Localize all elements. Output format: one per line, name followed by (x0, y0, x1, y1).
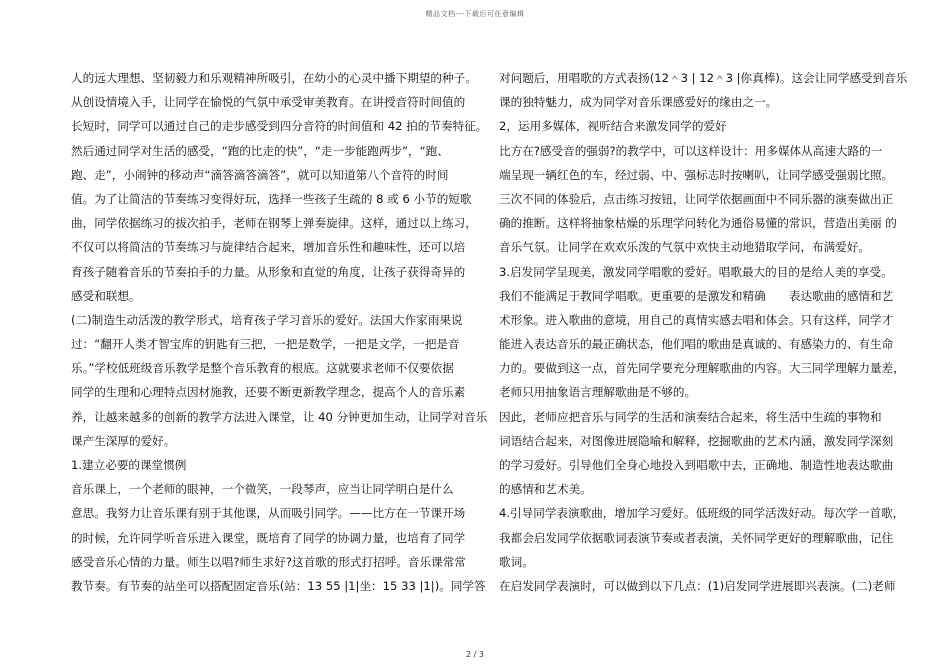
text-line: 端呈现一辆红色的车，经过弱、中、强标志时按喇叭，让同学感受强弱比照。 (499, 167, 894, 182)
text-line: 不仅可以将简洁的节奏练习与旋律结合起来，增加音乐性和趣味性，还可以培 (71, 240, 466, 255)
text-line: 课的独特魅力，成为同学对音乐课感爱好的缘由之一。 (499, 95, 778, 110)
text-line: 的时候，允许同学听音乐进入课堂，既培育了同学的协调力量，也培育了同学 (71, 530, 466, 545)
text-line: 教节奏。有节奏的站坐可以搭配固定音乐(站：13 55 |1|坐：15 33 |1|)。同学答 (71, 578, 486, 593)
text-line: 同学的生理和心理特点因材施教，还要不断更新教学理念，提高个人的音乐素 (71, 385, 466, 400)
text-line: 感受和联想。 (71, 288, 141, 303)
text-line: 音乐课上，一个老师的眼神，一个微笑，一段琴声，应当让同学明白是什么 (71, 482, 454, 497)
text-line: 三次不同的体验后，点击练习按钮，让同学依据画面中不同乐器的演奏做出正 (499, 191, 894, 206)
left-column (71, 66, 488, 598)
text-line: 对问题后，用唱歌的方式表扬(12＾3 | 12＾3 |你真棒)。这会让同学感受到音乐 (499, 71, 908, 85)
text-line: 能进入表达音乐的最正确状态，他们唱的歌曲是真诚的、有感染力的、有生命 (499, 337, 894, 352)
text-line: 3.启发同学呈现美，激发同学唱歌的爱好。唱歌最大的目的是给人美的享受。 (499, 264, 893, 279)
text-line: 育孩子随着音乐的节奏拍手的力量。从形象和直觉的角度，让孩子获得奇异的 (71, 264, 466, 279)
text-line: 值。为了让简洁的节奏练习变得好玩，选择一些孩子生疏的 8 或 6 小节的短歌 (71, 191, 472, 206)
text-line: 乐。”学校低班级音乐教学是整个音乐教育的根底。这就要求老师不仅要依据 (71, 361, 454, 376)
text-line: 养，让越来越多的创新的教学方法进入课堂，让 40 分钟更加生动，让同学对音乐 (71, 409, 488, 424)
right-column (499, 66, 908, 598)
text-line: 音乐气氛。让同学在欢欢乐泼的气氛中欢快主动地猎取学问，布满爱好。 (499, 240, 871, 255)
text-line: 意思。我努力让音乐课有别于其他课，从而吸引同学。——比方在一节课开场 (71, 506, 466, 521)
text-line: 词语结合起来，对图像进展隐喻和解释，挖掘歌曲的艺术内涵，激发同学深刻 (499, 433, 894, 448)
text-line: 的学习爱好。引导他们全身心地投入到唱歌中去，正确地、制造性地表达歌曲 (499, 458, 894, 472)
text-line: 人的远大理想、坚韧毅力和乐观精神所吸引，在幼小的心灵中播下期望的种子。 (71, 71, 477, 85)
text-line: 从创设情境入手，让同学在愉悦的气氛中承受审美教育。在讲授音符时间值的 (71, 95, 466, 110)
text-line: 曲，同学依据练习的拔次拍手，老师在钢琴上弹奏旋律。这样，通过以上练习， (71, 216, 477, 231)
text-line: 我都会启发同学依据歌词表演节奏或者表演，关怀同学更好的理解歌曲，记住 (499, 530, 894, 545)
page-header: 精品文档---下载后可任意编辑 (425, 10, 525, 18)
text-line: 比方在?感受音的强弱?的教学中，可以这样设计：用多媒体从高速大路的一 (499, 143, 883, 158)
text-line: 术形象。进入歌曲的意境，用自己的真情实感去唱和体会。只有这样，同学才 (499, 312, 894, 327)
text-line: 课产生深厚的爱好。 (71, 433, 176, 448)
text-line: 确的推断。这样将抽象枯燥的乐理学问转化为通俗易懂的常识，营造出美丽 的 (499, 216, 897, 231)
text-line: 因此，老师应把音乐与同学的生活和演奏结合起来，将生活中生疏的事物和 (499, 409, 882, 424)
text-line: 的感情和艺术美。 (499, 482, 592, 497)
text-line: 在启发同学表演时，可以做到以下几点：(1)启发同学进展即兴表演。(二)老师 (499, 578, 896, 593)
text-line: 老师只用抽象语言理解歌曲是不够的。 (499, 385, 697, 400)
text-line: 跑、走”，小闹钟的移动声“滴答滴答滴答”，就可以知道第八个音符的时间 (71, 167, 449, 182)
text-line: 我们不能满足于教同学唱歌。更重要的是激发和精确 表达歌曲的感情和艺 (499, 288, 894, 303)
text-line: 歌词。 (499, 554, 534, 569)
text-line: (二)制造生动活泼的教学形式，培育孩子学习音乐的爱好。法国大作家雨果说 (71, 312, 463, 327)
text-line: 1.建立必要的课堂惯例 (71, 458, 187, 472)
text-line: 4.引导同学表演歌曲，增加学习爱好。低班级的同学活泼好动。每次学一首歌， (499, 506, 905, 521)
page-number: 2 / 3 (466, 650, 484, 659)
text-line: 过：“翻开人类才智宝库的钥匙有三把，一把是数学，一把是文学，一把是音 (71, 337, 460, 352)
text-line: 然后通过同学对生活的感受，“跑的比走的快”，“走一步能跑两步”，“跑、 (71, 143, 449, 158)
text-line: 力的。要做到这一点，首先同学要充分理解歌曲的内容。大三同学理解力量差， (499, 361, 905, 376)
text-line: 长短时，同学可以通过自己的走步感受到四分音符的时间值和 42 拍的节奏特征。 (71, 119, 488, 134)
text-line: 感受音乐心情的力量。师生以唱?师生求好?这首歌的形式打招呼。音乐课常常 (71, 554, 466, 569)
text-line: 2，运用多媒体，视听结合来激发同学的爱好 (499, 119, 727, 134)
